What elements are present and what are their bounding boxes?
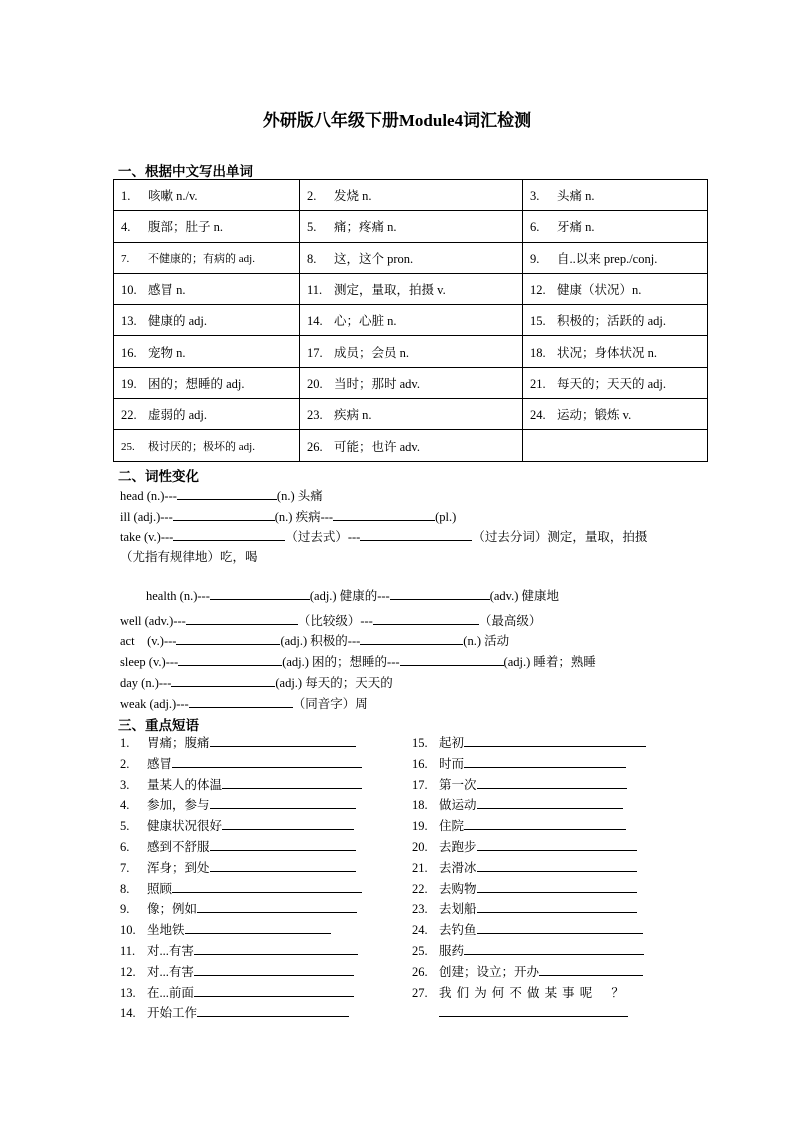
phrase-item: 20. 去跑步 — [412, 838, 663, 859]
phrase-item: 12. 对...有害 — [120, 963, 362, 984]
item-number: 8. — [307, 251, 317, 266]
spaced-char: 某 — [544, 985, 558, 1000]
item-prompt: 健康（状况）n. — [557, 283, 642, 298]
phrase-item: 1. 胃痛；腹痛 — [120, 734, 362, 755]
word-form-line-9: weak (adj.)--- （同音字）周 — [120, 697, 368, 711]
vocab-cell[interactable] — [114, 367, 300, 398]
item-number: 17. — [307, 345, 323, 360]
phrase-item: 19. 住院 — [412, 817, 663, 838]
vocab-cell[interactable] — [114, 430, 300, 461]
vocab-cell[interactable] — [523, 211, 708, 242]
item-number: 4. — [121, 220, 131, 235]
word-form-line-2: ill (adj.)--- (n.) 疾病--- (pl.) — [120, 510, 457, 524]
answer-blank[interactable] — [464, 942, 644, 955]
answer-blank[interactable] — [178, 653, 282, 666]
answer-blank[interactable] — [477, 921, 643, 934]
item-prompt: 疾病 n. — [334, 408, 372, 423]
item-prompt: 发烧 n. — [334, 189, 372, 204]
vocab-cell[interactable] — [523, 242, 708, 273]
item-number: 6. — [530, 220, 540, 235]
item-prompt: 极讨厌的；极坏的 adj. — [148, 440, 255, 453]
answer-blank[interactable] — [173, 508, 275, 521]
item-number: 24. — [530, 408, 546, 423]
item-prompt: 感冒 n. — [148, 283, 186, 298]
vocab-row — [114, 336, 708, 367]
answer-blank[interactable] — [210, 587, 310, 600]
answer-blank[interactable] — [477, 838, 637, 851]
phrase-item-27: 27. 我 们 为 何 不 做 某 事 呢 ？ — [412, 985, 624, 1000]
answer-blank[interactable] — [360, 632, 463, 645]
item-prompt: 困的；想睡的 adj. — [148, 376, 245, 391]
spaced-char: 我 — [439, 985, 452, 1000]
item-prompt: 腹部；肚子 n. — [148, 220, 224, 235]
vocab-cell[interactable] — [114, 399, 300, 430]
phrase-item: 5. 健康状况很好 — [120, 817, 362, 838]
item-number: 1. — [121, 189, 131, 204]
phrase-item: 10. 坐地铁 — [120, 921, 362, 942]
question-mark: ？ — [611, 985, 624, 1000]
vocab-cell[interactable] — [523, 273, 708, 304]
item-prompt: 测定，量取，拍摄 v. — [334, 283, 446, 298]
phrase-item: 2. 感冒 — [120, 755, 362, 776]
item-prompt: 当时；那时 adv. — [334, 376, 420, 391]
word-form-line-1: head (n.)--- (n.) 头痛 — [120, 489, 323, 503]
answer-blank[interactable] — [222, 776, 362, 789]
item-number: 25. — [121, 440, 135, 453]
vocab-cell[interactable] — [523, 180, 708, 211]
phrase-item-27-answer — [412, 1004, 663, 1025]
word-form-line-3-cont: （尤指有规律地）吃，喝 — [120, 550, 258, 564]
phrase-item: 11. 对...有害 — [120, 942, 362, 963]
answer-blank[interactable] — [197, 1004, 349, 1017]
vocab-cell[interactable] — [300, 273, 523, 304]
item-prompt: 咳嗽 n./v. — [148, 189, 198, 204]
answer-blank[interactable] — [177, 487, 277, 500]
item-number: 12. — [530, 283, 546, 298]
page-title: 外研版八年级下册Module4词汇检测 — [262, 111, 532, 130]
phrase-item: 18. 做运动 — [412, 796, 663, 817]
word-form-line-4: health (n.)--- (adj.) 健康的--- (adv.) 健康地 — [146, 589, 560, 603]
item-number: 19. — [121, 376, 137, 391]
answer-blank[interactable] — [464, 817, 626, 830]
vocab-row — [114, 430, 708, 461]
phrase-item: 17. 第一次 — [412, 776, 663, 797]
item-prompt: 不健康的；有病的 adj. — [148, 252, 255, 265]
spaced-char: 不 — [509, 985, 522, 1000]
answer-blank[interactable] — [186, 612, 298, 625]
vocab-cell[interactable] — [523, 430, 708, 461]
answer-blank[interactable] — [373, 612, 479, 625]
item-prompt: 健康的 adj. — [148, 314, 208, 329]
item-prompt: 牙痛 n. — [557, 220, 595, 235]
answer-blank[interactable] — [197, 900, 357, 913]
item-prompt: 积极的；活跃的 adj. — [557, 314, 667, 329]
section-3-heading: 三、重点短语 — [118, 718, 199, 733]
answer-blank[interactable] — [194, 984, 354, 997]
word-form-line-7: sleep (v.)--- (adj.) 困的；想睡的--- (adj.) 睡着；熟睡 — [120, 655, 596, 669]
answer-blank[interactable] — [464, 734, 646, 747]
phrase-item: 25. 服药 — [412, 942, 663, 963]
vocab-cell[interactable] — [300, 367, 523, 398]
answer-blank[interactable] — [173, 528, 285, 541]
vocab-cell[interactable] — [523, 305, 708, 336]
vocab-cell[interactable] — [523, 399, 708, 430]
vocab-row — [114, 367, 708, 398]
vocab-cell[interactable] — [114, 180, 300, 211]
phrase-item: 9. 像；例如 — [120, 900, 362, 921]
vocab-cell[interactable] — [300, 180, 523, 211]
item-number: 22. — [121, 408, 137, 423]
phrase-item: 3. 量某人的体温 — [120, 776, 362, 797]
answer-blank[interactable] — [210, 734, 356, 747]
answer-blank[interactable] — [360, 528, 472, 541]
vocab-row — [114, 399, 708, 430]
vocab-row — [114, 242, 708, 273]
vocab-cell[interactable] — [300, 336, 523, 367]
word-form-line-5: well (adv.)--- （比较级）--- （最高级） — [120, 614, 542, 628]
item-number: 26. — [307, 439, 323, 454]
item-number: 10. — [121, 283, 137, 298]
vocab-cell[interactable] — [300, 211, 523, 242]
vocab-cell[interactable] — [523, 367, 708, 398]
item-number: 5. — [307, 220, 317, 235]
answer-blank[interactable] — [477, 880, 637, 893]
phrase-item: 24. 去钓鱼 — [412, 921, 663, 942]
item-number: 18. — [530, 345, 546, 360]
answer-blank[interactable] — [477, 859, 637, 872]
answer-blank[interactable] — [464, 755, 626, 768]
phrase-item: 8. 照顾 — [120, 880, 362, 901]
answer-blank[interactable] — [194, 942, 358, 955]
item-number: 11. — [307, 283, 323, 298]
answer-blank[interactable] — [333, 508, 435, 521]
phrase-item: 14. 开始工作 — [120, 1004, 362, 1025]
phrases-left-column — [120, 734, 362, 1025]
vocab-cell[interactable] — [300, 430, 523, 461]
item-prompt: 自..以来 prep./conj. — [557, 251, 658, 266]
vocab-cell[interactable] — [114, 242, 300, 273]
spaced-char: 何 — [491, 985, 505, 1000]
phrase-item: 22. 去购物 — [412, 880, 663, 901]
answer-blank[interactable] — [176, 632, 280, 645]
spaced-char: 事 — [562, 985, 575, 1000]
item-number: 9. — [530, 251, 540, 266]
answer-blank[interactable] — [210, 796, 356, 809]
spaced-char: 做 — [526, 985, 540, 1000]
vocab-cell[interactable] — [300, 399, 523, 430]
answer-blank[interactable] — [477, 900, 637, 913]
item-prompt: 虚弱的 adj. — [148, 408, 208, 423]
item-prompt: 宠物 n. — [148, 345, 186, 360]
vocab-cell[interactable] — [114, 305, 300, 336]
answer-blank[interactable] — [172, 755, 362, 768]
vocab-row — [114, 180, 708, 211]
phrases-right-column — [412, 734, 663, 1025]
vocab-cell[interactable] — [114, 211, 300, 242]
vocab-cell[interactable] — [114, 336, 300, 367]
answer-blank[interactable] — [185, 921, 331, 934]
phrase-item: 16. 时而 — [412, 755, 663, 776]
item-number: 13. — [121, 314, 137, 329]
vocab-cell[interactable] — [300, 242, 523, 273]
answer-blank[interactable] — [539, 963, 643, 976]
answer-blank[interactable] — [400, 653, 504, 666]
spaced-char: 们 — [456, 985, 470, 1000]
answer-blank[interactable] — [222, 817, 354, 830]
item-number: 15. — [530, 314, 546, 329]
phrase-item: 21. 去滑冰 — [412, 859, 663, 880]
vocab-row — [114, 211, 708, 242]
answer-blank[interactable] — [194, 963, 354, 976]
phrase-item: 23. 去划船 — [412, 900, 663, 921]
item-prompt: 心；心脏 n. — [334, 314, 397, 329]
phrase-item: 13. 在...前面 — [120, 984, 362, 1005]
item-number: 14. — [307, 314, 323, 329]
item-number: 21. — [530, 376, 546, 391]
item-number: 20. — [307, 376, 323, 391]
answer-blank[interactable] — [189, 695, 293, 708]
item-prompt: 运动；锻炼 v. — [557, 408, 632, 423]
spaced-char: 呢 — [579, 985, 593, 1000]
item-number: 7. — [121, 252, 130, 265]
answer-blank[interactable] — [171, 674, 275, 687]
phrase-item: 15. 起初 — [412, 734, 663, 755]
answer-blank[interactable] — [172, 880, 362, 893]
item-number: 3. — [530, 189, 540, 204]
vocab-row — [114, 305, 708, 336]
vocab-table — [113, 179, 708, 462]
word-form-line-3: take (v.)--- （过去式）--- （过去分词）测定，量取，拍摄 — [120, 530, 648, 544]
phrase-item: 7. 浑身；到处 — [120, 859, 362, 880]
word-form-line-6: act (v.)--- (adj.) 积极的--- (n.) 活动 — [120, 634, 510, 648]
vocab-cell[interactable] — [523, 336, 708, 367]
item-number: 16. — [121, 345, 137, 360]
vocab-row — [114, 273, 708, 304]
phrase-item: 6. 感到不舒服 — [120, 838, 362, 859]
vocab-cell[interactable] — [114, 273, 300, 304]
word-form-line-8: day (n.)--- (adj.) 每天的；天天的 — [120, 676, 393, 690]
item-prompt: 每天的；天天的 adj. — [557, 376, 667, 391]
answer-blank[interactable] — [390, 587, 490, 600]
section-1-heading: 一、根据中文写出单词 — [118, 164, 253, 179]
item-number: 2. — [307, 189, 317, 204]
answer-blank[interactable] — [439, 1004, 628, 1017]
answer-blank[interactable] — [477, 776, 627, 789]
section-2-heading: 二、词性变化 — [118, 469, 199, 484]
item-prompt: 可能；也许 adv. — [334, 439, 420, 454]
vocab-cell[interactable] — [300, 305, 523, 336]
answer-blank[interactable] — [210, 838, 356, 851]
answer-blank[interactable] — [210, 859, 356, 872]
phrase-item: 26. 创建；设立；开办 — [412, 963, 663, 984]
spaced-char: 为 — [474, 985, 487, 1000]
item-prompt: 头痛 n. — [557, 189, 595, 204]
item-prompt: 成员；会员 n. — [334, 345, 410, 360]
phrase-item: 4. 参加，参与 — [120, 796, 362, 817]
item-number: 23. — [307, 408, 323, 423]
item-prompt: 状况；身体状况 n. — [557, 345, 658, 360]
item-prompt: 痛；疼痛 n. — [334, 220, 397, 235]
answer-blank[interactable] — [477, 796, 623, 809]
item-prompt: 这，这个 pron. — [334, 251, 414, 266]
